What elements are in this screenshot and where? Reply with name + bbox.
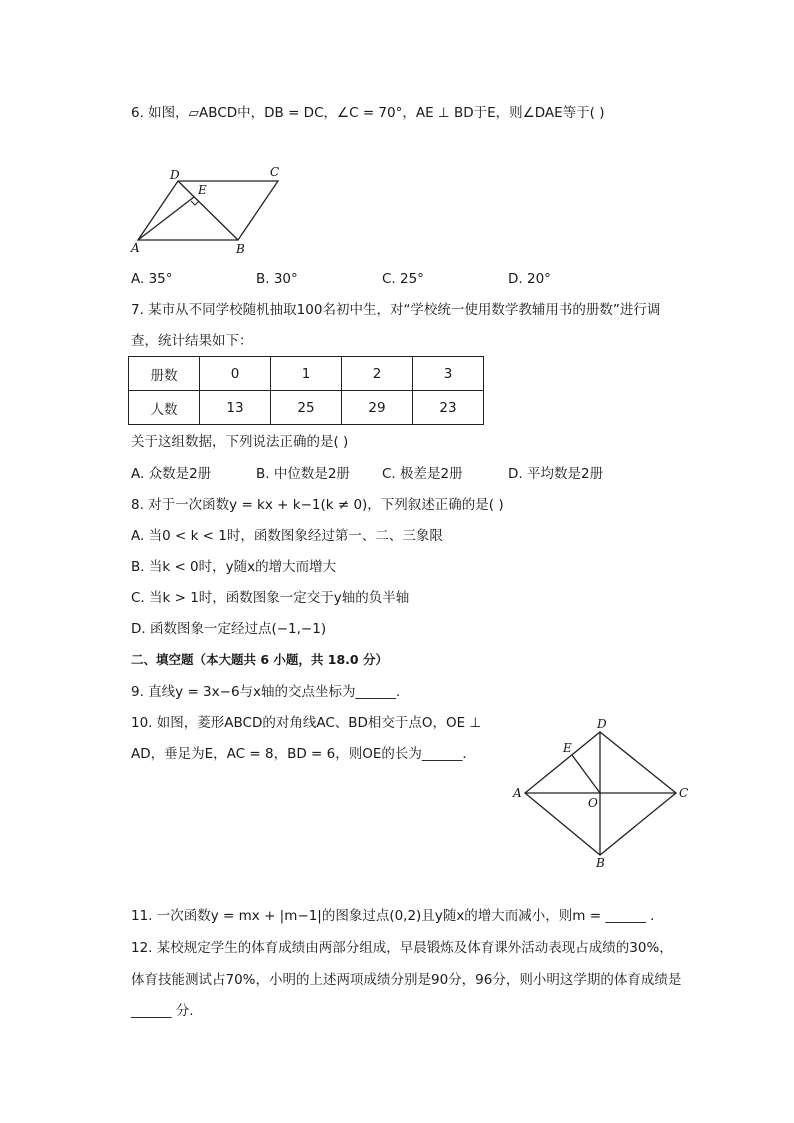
q12-line1: 12. 某校规定学生的体育成绩由两部分组成，早晨锻炼及体育课外活动表现占成绩的30%， [131,940,673,956]
q6-label-b: B [236,242,245,256]
q8-option-b[interactable]: B. 当k < 0时，y随x的增大而增大 [131,559,337,575]
q6-option-d[interactable]: D. 20° [508,271,551,287]
q6-parallelogram-figure [128,160,288,260]
q7-stat-table [128,356,484,425]
table-row [129,357,484,391]
q10-label-a: A [513,786,522,800]
table-cell: 25 [271,391,342,425]
q7-line1: 7. 某市从不同学校随机抽取100名初中生，对“学校统一使用数学教辅用书的册数”进行调 [131,302,661,318]
q6-label-c: C [270,165,280,179]
table-cell: 人数 [129,391,200,425]
table-cell: 3 [413,357,484,391]
q10-label-o: O [588,796,598,810]
q10-label-e: E [563,741,572,755]
q7-option-c[interactable]: C. 极差是2册 [382,466,463,482]
q8-option-d[interactable]: D. 函数图象一定经过点(−1,−1) [131,621,327,637]
q7-after-text: 关于这组数据，下列说法正确的是( ) [131,434,349,450]
q12-line2: 体育技能测试占70%，小明的上述两项成绩分别是90分，96分，则小明这学期的体育成绩是 [131,972,682,988]
table-cell: 29 [342,391,413,425]
q10-line2: AD，垂足为E，AC = 8，BD = 6，则OE的长为______． [131,746,476,762]
q6-option-b[interactable]: B. 30° [256,271,298,287]
q9-text: 9. 直线y = 3x−6与x轴的交点坐标为______． [131,684,410,700]
q8-option-a[interactable]: A. 当0 < k < 1时，函数图象经过第一、二、三象限 [131,528,443,544]
q10-label-d: D [597,717,607,731]
q10-rhombus-figure [505,715,705,875]
q7-option-b[interactable]: B. 中位数是2册 [256,466,350,482]
q12-line3: ______ 分. [131,1003,194,1019]
table-cell: 13 [200,391,271,425]
table-cell: 0 [200,357,271,391]
table-cell: 2 [342,357,413,391]
table-cell: 1 [271,357,342,391]
table-cell: 23 [413,391,484,425]
q8-option-c[interactable]: C. 当k > 1时，函数图象一定交于y轴的负半轴 [131,590,410,606]
q6-stem: 6. 如图，▱ABCD中，DB = DC，∠C = 70°，AE ⊥ BD于E，则∠DAE等于( ) [131,105,605,121]
table-cell: 册数 [129,357,200,391]
q10-label-c: C [679,786,689,800]
q8-stem: 8. 对于一次函数y = kx + k−1(k ≠ 0)，下列叙述正确的是( ) [131,497,504,513]
q6-label-d: D [170,168,180,182]
q7-option-d[interactable]: D. 平均数是2册 [508,466,604,482]
q11-text: 11. 一次函数y = mx + |m−1|的图象过点(0,2)且y随x的增大而减小，则m = ______ ． [131,908,664,924]
q6-option-a[interactable]: A. 35° [131,271,173,287]
q7-option-a[interactable]: A. 众数是2册 [131,466,212,482]
q7-line2: 查，统计结果如下： [131,333,253,349]
q10-label-b: B [596,856,605,870]
q10-line1: 10. 如图，菱形ABCD的对角线AC、BD相交于点O，OE ⊥ [131,715,482,731]
table-row [129,391,484,425]
section-2-heading: 二、填空题（本大题共 6 小题，共 18.0 分） [131,652,388,667]
q6-label-e: E [198,183,207,197]
q6-label-a: A [131,241,140,255]
q6-option-c[interactable]: C. 25° [382,271,424,287]
